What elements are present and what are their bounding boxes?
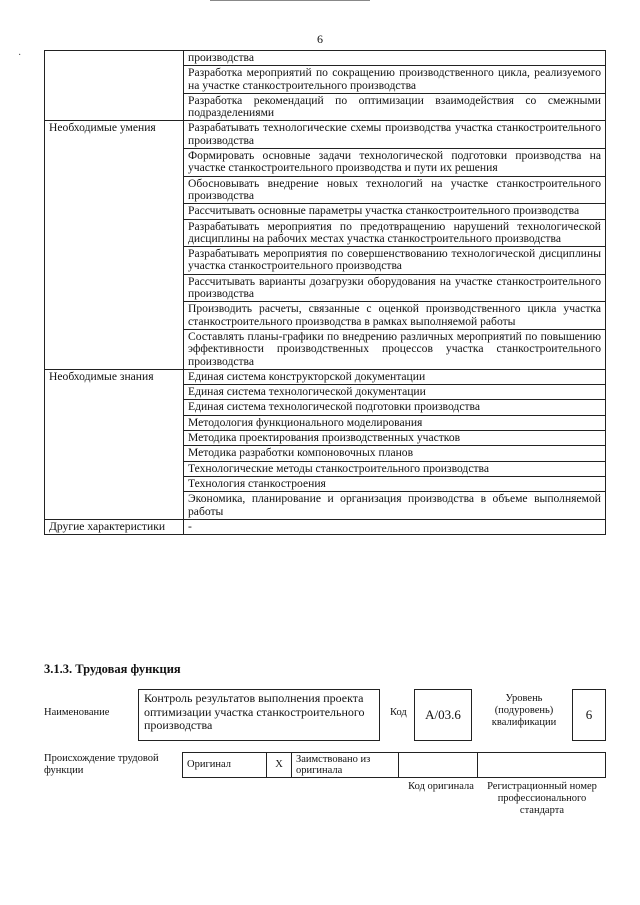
row-value: Технологические методы станкостроительного производства (184, 461, 606, 476)
row-value: Технология станкостроения (184, 476, 606, 491)
row-value: Рассчитывать варианты дозагрузки оборудования на участке станкостроительного производства (184, 274, 606, 302)
function-code-box: А/03.6 (414, 689, 472, 741)
row-value: Формировать основные задачи технологической подготовки производства на участке станкостроительного производства и пути их решения (184, 149, 606, 177)
row-value: Производить расчеты, связанные с оценкой производственного цикла участка станкостроительного производства в рамках выполняемой работы (184, 302, 606, 330)
row-value: Методика разработки компоновочных планов (184, 446, 606, 461)
row-value: производства (184, 51, 606, 66)
reg-number-caption: Регистрационный номер профессионального стандарта (487, 781, 597, 816)
table-row (45, 369, 606, 384)
origin-code-cell (399, 753, 478, 778)
origin-label: Происхождение трудовой функции (44, 753, 159, 776)
table-row (45, 51, 606, 66)
origin-mark-cell: X (267, 753, 292, 778)
scan-mark: · (18, 50, 22, 61)
code-label: Код (390, 707, 407, 718)
row-value: Разработка рекомендаций по оптимизации взаимодействия со смежными подразделениями (184, 93, 606, 121)
function-name-box: Контроль результатов выполнения проекта оптимизации участка станкостроительного производства (138, 689, 380, 741)
section-heading: 3.1.3. Трудовая функция (44, 662, 181, 676)
requirements-table (44, 50, 606, 535)
row-value: Разрабатывать мероприятия по совершенствованию технологической дисциплины участка станкостроительного производства (184, 247, 606, 275)
row-value: Единая система технологической подготовки производства (184, 400, 606, 415)
row-value: Единая система технологической документации (184, 385, 606, 400)
row-value: Единая система конструкторской документации (184, 369, 606, 384)
name-label: Наименование (44, 707, 110, 718)
table-row (45, 121, 606, 149)
row-value: Рассчитывать основные параметры участка станкостроительного производства (184, 204, 606, 219)
row-value: Методика проектирования производственных участков (184, 431, 606, 446)
row-label: Другие характеристики (45, 519, 184, 534)
origin-borrowed-cell: Заимствовано из оригинала (292, 753, 399, 778)
top-rule (210, 0, 370, 1)
row-value: Методология функционального моделирования (184, 415, 606, 430)
row-value: Разрабатывать мероприятия по предотвращению нарушений технологической дисциплины на рабочих местах участка станкостроительного производства (184, 219, 606, 247)
level-box: 6 (572, 689, 606, 741)
origin-reg-cell (478, 753, 606, 778)
page-number: 6 (317, 32, 323, 46)
row-label: Необходимые умения (45, 121, 184, 369)
table-row (45, 519, 606, 534)
row-value: Разработка мероприятий по сокращению производственного цикла, реализуемого на участке станкостроительного производства (184, 66, 606, 94)
row-label (45, 51, 184, 121)
row-value: Составлять планы-графики по внедрению различных мероприятий по повышению эффективности производственных процессов участка станкостроительного производства (184, 329, 606, 369)
origin-table (182, 752, 606, 778)
row-value: Разрабатывать технологические схемы производства участка станкостроительного производства (184, 121, 606, 149)
row-value: Экономика, планирование и организация производства в объеме выполняемой работы (184, 492, 606, 520)
level-label: Уровень (подуровень) квалификации (491, 693, 557, 728)
row-label: Необходимые знания (45, 369, 184, 519)
origin-original-cell: Оригинал (183, 753, 267, 778)
row-value: - (184, 519, 606, 534)
code-original-caption: Код оригинала (408, 781, 474, 792)
row-value: Обосновывать внедрение новых технологий на участке станкостроительного производства (184, 176, 606, 204)
